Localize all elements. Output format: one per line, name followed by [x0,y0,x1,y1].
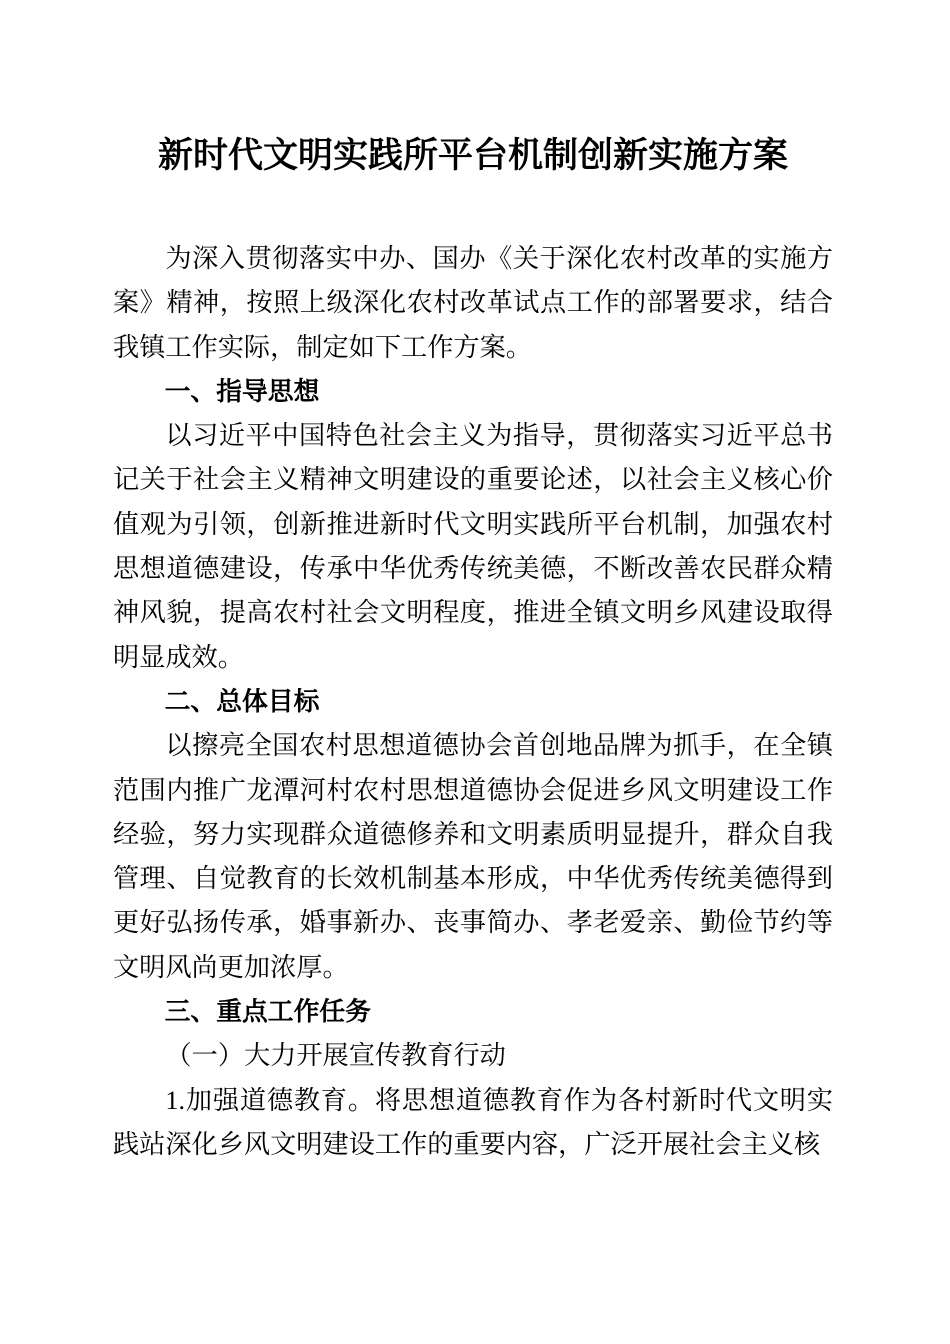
document-content [113,0,833,1167]
intro-paragraph: 为深入贯彻落实中办、国办《关于深化农村改革的实施方案》精神，按照上级深化农村改革试点工作的部署要求，结合我镇工作实际，制定如下工作方案。 [113,244,833,362]
subsection-heading-publicity-education: （一）大力开展宣传教育行动 [165,1041,506,1071]
section-heading-overall-goal: 二、总体目标 [164,686,320,717]
moral-education-paragraph: 1.加强道德教育。将思想道德教育作为各村新时代文明实践站深化乡风文明建设工作的重要内容，广泛开展社会主义核 [113,1085,833,1159]
section-heading-guiding-ideology: 一、指导思想 [164,376,320,407]
overall-goal-paragraph: 以擦亮全国农村思想道德协会首创地品牌为抓手，在全镇范围内推广龙潭河村农村思想道德协会促进乡风文明建设工作经验，努力实现群众道德修养和文明素质明显提升，群众自我管理、自觉教育的长效机制基本形成，中华优秀传统美德得到更好弘扬传承，婚事新办、丧事简办、孝老爱亲、勤俭节约等文明风尚更加浓厚。 [113,731,833,982]
section-heading-key-tasks: 三、重点工作任务 [164,997,371,1028]
guiding-ideology-paragraph: 以习近平中国特色社会主义为指导，贯彻落实习近平总书记关于社会主义精神文明建设的重要论述，以社会主义核心价值观为引领，创新推进新时代文明实践所平台机制，加强农村思想道德建设，传承中华优秀传统美德，不断改善农民群众精神风貌，提高农村社会文明程度，推进全镇文明乡风建设取得明显成效。 [113,421,833,672]
document-title: 新时代文明实践所平台机制创新实施方案 [157,136,788,175]
